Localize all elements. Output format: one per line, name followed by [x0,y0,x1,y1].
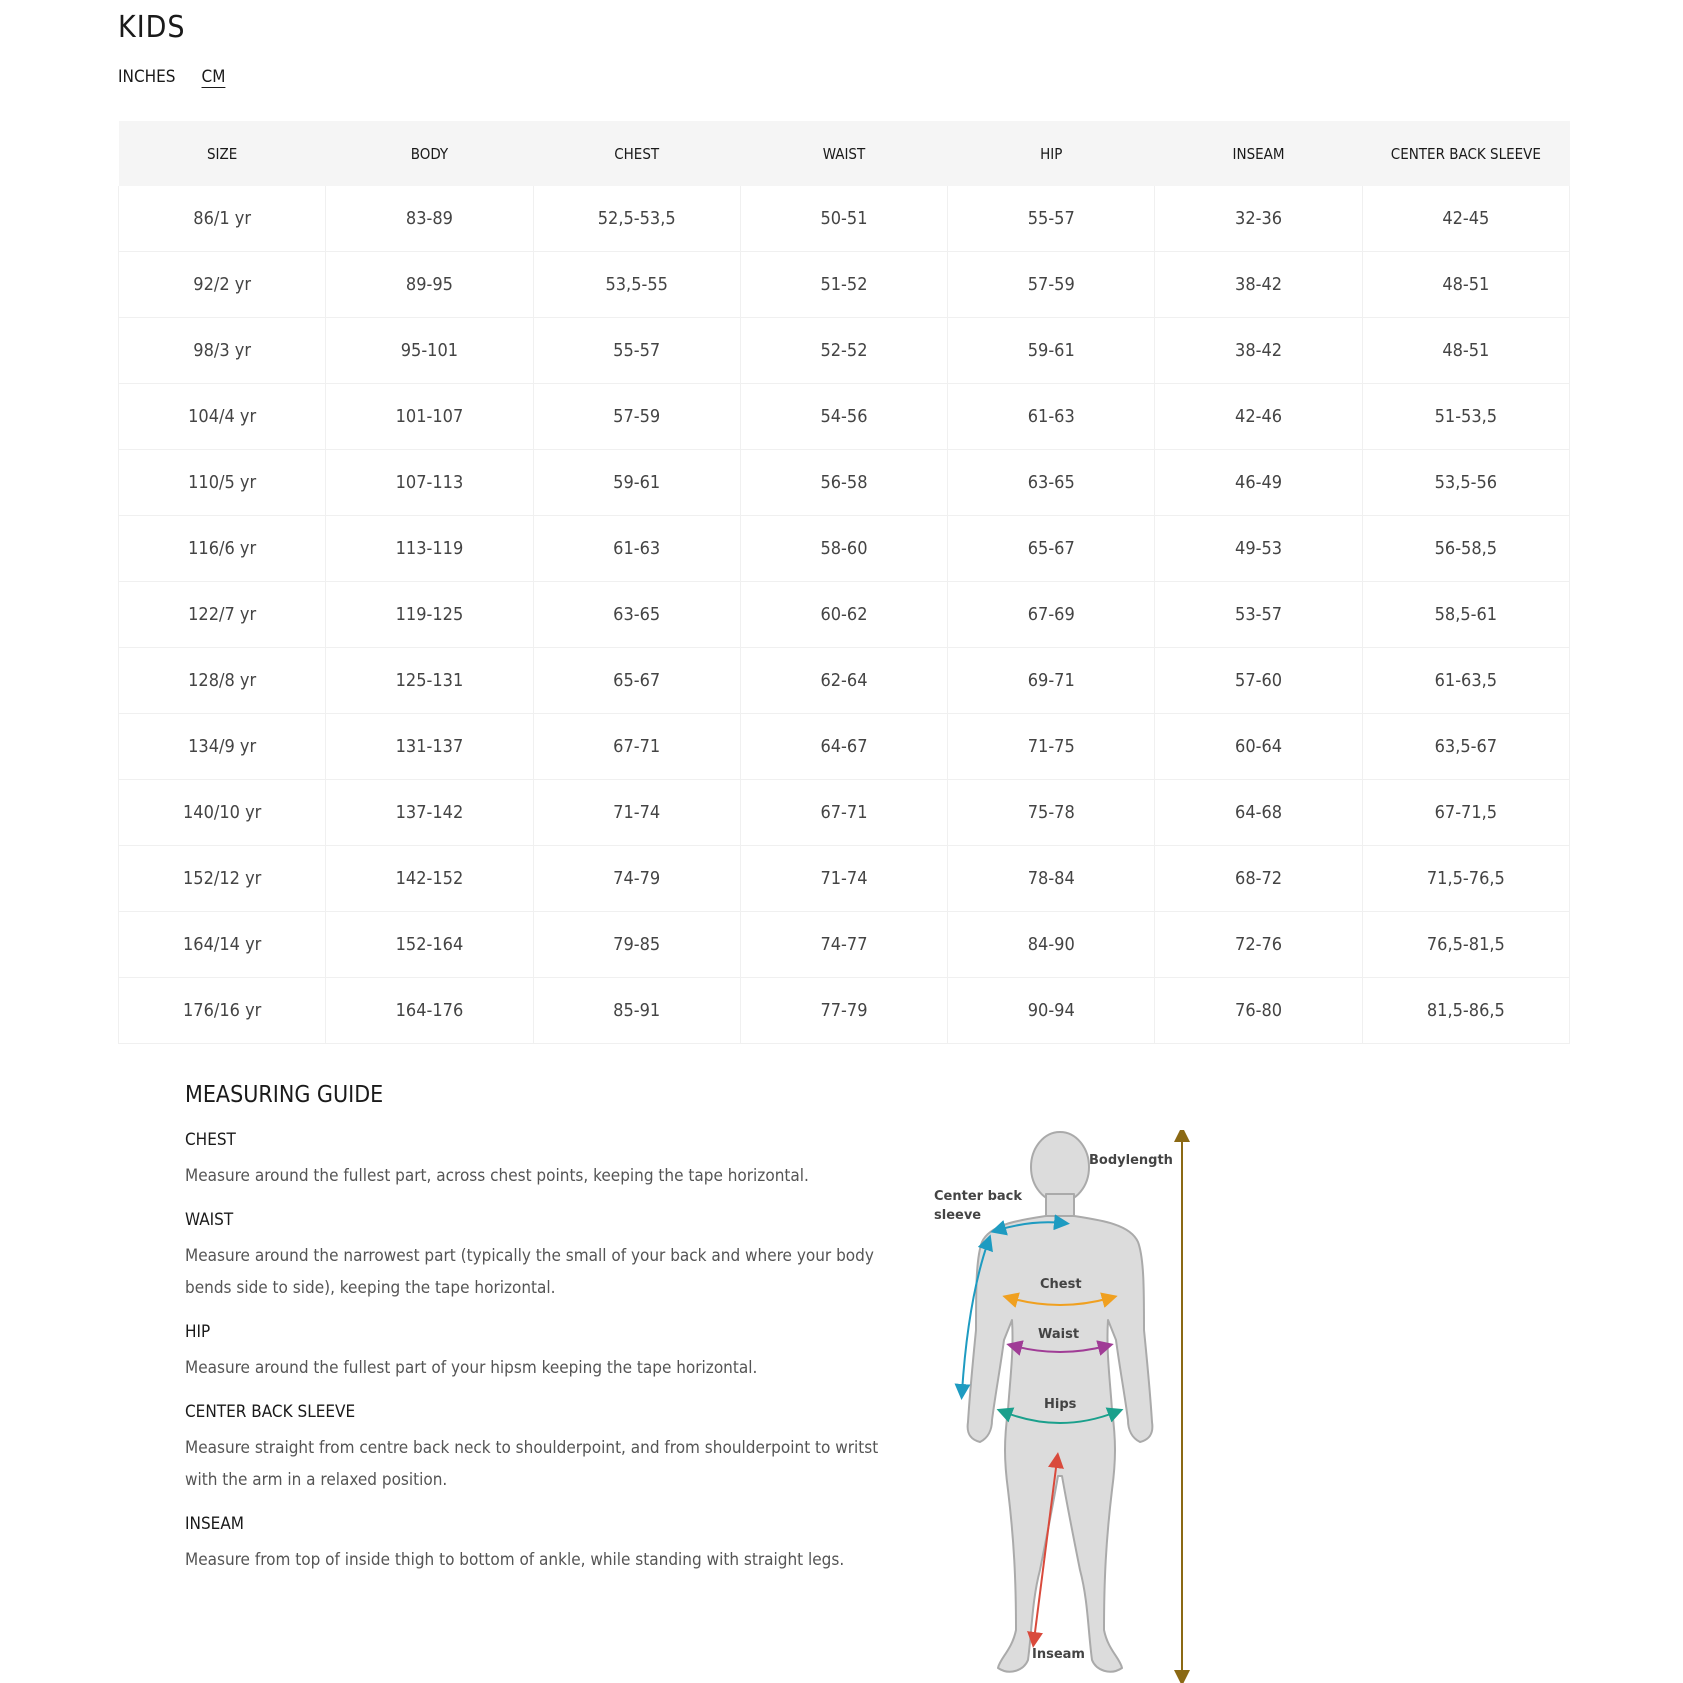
measurement-cell: 42-45 [1362,186,1569,252]
guide-item-text: Measure around the fullest part, across chest points, keeping the tape horizontal. [185,1166,809,1186]
guide-item-heading: WAIST [185,1210,234,1230]
measurement-cell: 51-52 [740,252,947,318]
guide-item [185,1210,905,1304]
guide-item-text: Measure straight from centre back neck to shoulderpoint, and from shoulderpoint to writst with the arm in a relaxed position. [185,1438,879,1490]
measurement-cell: 55-57 [533,318,740,384]
guide-item-text: Measure from top of inside thigh to bottom of ankle, while standing with straight legs. [185,1550,845,1570]
table-row [119,318,1570,384]
measurement-cell: 60-64 [1155,714,1362,780]
guide-item-text: Measure around the fullest part of your hipsm keeping the tape horizontal. [185,1358,758,1378]
measurement-cell: 32-36 [1155,186,1362,252]
size-cell: 110/5 yr [119,450,326,516]
center-back-label-line2: sleeve [934,1208,982,1223]
size-table [118,121,1570,1044]
measurement-cell: 58-60 [740,516,947,582]
measurement-cell: 60-62 [740,582,947,648]
measurement-cell: 62-64 [740,648,947,714]
guide-item-heading: CHEST [185,1130,236,1150]
measurement-cell: 64-68 [1155,780,1362,846]
measurement-cell: 90-94 [948,978,1155,1044]
measurement-cell: 61-63 [948,384,1155,450]
measurement-cell: 95-101 [326,318,533,384]
measuring-guide [185,1082,905,1594]
size-cell: 140/10 yr [119,780,326,846]
table-row [119,252,1570,318]
size-cell: 152/12 yr [119,846,326,912]
table-row [119,384,1570,450]
measurement-cell: 101-107 [326,384,533,450]
column-header: SIZE [119,121,326,186]
center-back-label-line1: Center back [934,1189,1023,1204]
measurement-cell: 75-78 [948,780,1155,846]
size-cell: 92/2 yr [119,252,326,318]
hips-label: Hips [1044,1397,1077,1412]
measurement-cell: 89-95 [326,252,533,318]
measurement-cell: 54-56 [740,384,947,450]
guide-item-heading: HIP [185,1322,211,1342]
measurement-cell: 68-72 [1155,846,1362,912]
column-header: CENTER BACK SLEEVE [1362,121,1569,186]
measurement-cell: 67-71 [740,780,947,846]
measurement-cell: 125-131 [326,648,533,714]
unit-inches-tab[interactable]: INCHES [118,67,176,87]
table-row [119,846,1570,912]
measurement-cell: 50-51 [740,186,947,252]
table-row [119,780,1570,846]
measurement-cell: 53,5-56 [1362,450,1569,516]
measurement-cell: 59-61 [948,318,1155,384]
size-cell: 116/6 yr [119,516,326,582]
table-row [119,912,1570,978]
measurement-cell: 48-51 [1362,252,1569,318]
measurement-cell: 83-89 [326,186,533,252]
table-row [119,582,1570,648]
size-cell: 134/9 yr [119,714,326,780]
inseam-label: Inseam [1032,1647,1085,1662]
table-row [119,186,1570,252]
measurement-cell: 76,5-81,5 [1362,912,1569,978]
unit-toggle [118,67,225,87]
measurement-cell: 38-42 [1155,318,1362,384]
measurement-cell: 48-51 [1362,318,1569,384]
column-header: INSEAM [1155,121,1362,186]
guide-item [185,1402,905,1496]
measurement-cell: 113-119 [326,516,533,582]
measurement-cell: 142-152 [326,846,533,912]
page-title: KIDS [118,10,186,45]
measurement-cell: 164-176 [326,978,533,1044]
column-header: BODY [326,121,533,186]
measurement-cell: 52,5-53,5 [533,186,740,252]
measurement-cell: 38-42 [1155,252,1362,318]
measurement-cell: 64-67 [740,714,947,780]
guide-item [185,1514,905,1576]
measurement-cell: 79-85 [533,912,740,978]
measurement-cell: 84-90 [948,912,1155,978]
size-cell: 98/3 yr [119,318,326,384]
waist-label: Waist [1038,1327,1080,1342]
measurement-cell: 56-58 [740,450,947,516]
size-cell: 122/7 yr [119,582,326,648]
measurement-cell: 67-71 [533,714,740,780]
measurement-cell: 71-74 [740,846,947,912]
measurement-cell: 61-63 [533,516,740,582]
measurement-cell: 59-61 [533,450,740,516]
measurement-cell: 107-113 [326,450,533,516]
measurement-cell: 57-60 [1155,648,1362,714]
measurement-cell: 78-84 [948,846,1155,912]
measurement-cell: 65-67 [948,516,1155,582]
column-header: WAIST [740,121,947,186]
measurement-cell: 58,5-61 [1362,582,1569,648]
table-row [119,714,1570,780]
measurement-cell: 74-77 [740,912,947,978]
measurement-cell: 74-79 [533,846,740,912]
size-cell: 164/14 yr [119,912,326,978]
measurement-cell: 131-137 [326,714,533,780]
measurement-cell: 71-74 [533,780,740,846]
table-row [119,516,1570,582]
measurement-cell: 56-58,5 [1362,516,1569,582]
size-cell: 128/8 yr [119,648,326,714]
measurement-cell: 52-52 [740,318,947,384]
size-cell: 104/4 yr [119,384,326,450]
guide-item-text: Measure around the narrowest part (typically the small of your back and where your body bends side to side), keeping the tape horizontal. [185,1246,874,1298]
measurement-cell: 137-142 [326,780,533,846]
bodylength-label: Bodylength [1089,1153,1173,1168]
measurement-cell: 57-59 [948,252,1155,318]
measurement-cell: 81,5-86,5 [1362,978,1569,1044]
unit-cm-tab[interactable]: CM [201,67,226,87]
measurement-cell: 85-91 [533,978,740,1044]
measurement-cell: 63,5-67 [1362,714,1569,780]
guide-title: MEASURING GUIDE [185,1082,384,1108]
measurement-cell: 152-164 [326,912,533,978]
measurement-cell: 53,5-55 [533,252,740,318]
measurement-cell: 72-76 [1155,912,1362,978]
measurement-cell: 42-46 [1155,384,1362,450]
measurement-cell: 55-57 [948,186,1155,252]
measurement-cell: 67-69 [948,582,1155,648]
measurement-cell: 71,5-76,5 [1362,846,1569,912]
measurement-figure [920,1130,1200,1683]
measurement-cell: 69-71 [948,648,1155,714]
measurement-cell: 57-59 [533,384,740,450]
guide-item [185,1130,905,1192]
guide-item-heading: CENTER BACK SLEEVE [185,1402,356,1422]
table-header-row [119,121,1570,186]
column-header: HIP [948,121,1155,186]
measurement-cell: 76-80 [1155,978,1362,1044]
measurement-cell: 61-63,5 [1362,648,1569,714]
table-row [119,648,1570,714]
table-row [119,450,1570,516]
size-cell: 86/1 yr [119,186,326,252]
body-diagram [920,1130,1200,1683]
measurement-cell: 51-53,5 [1362,384,1569,450]
measurement-cell: 63-65 [948,450,1155,516]
measurement-cell: 53-57 [1155,582,1362,648]
size-cell: 176/16 yr [119,978,326,1044]
measurement-cell: 77-79 [740,978,947,1044]
measurement-cell: 63-65 [533,582,740,648]
measurement-cell: 46-49 [1155,450,1362,516]
guide-item [185,1322,905,1384]
measurement-cell: 67-71,5 [1362,780,1569,846]
column-header: CHEST [533,121,740,186]
measurement-cell: 119-125 [326,582,533,648]
guide-item-heading: INSEAM [185,1514,244,1534]
chest-label: Chest [1040,1277,1082,1292]
measurement-cell: 71-75 [948,714,1155,780]
measurement-cell: 65-67 [533,648,740,714]
table-row [119,978,1570,1044]
measurement-cell: 49-53 [1155,516,1362,582]
